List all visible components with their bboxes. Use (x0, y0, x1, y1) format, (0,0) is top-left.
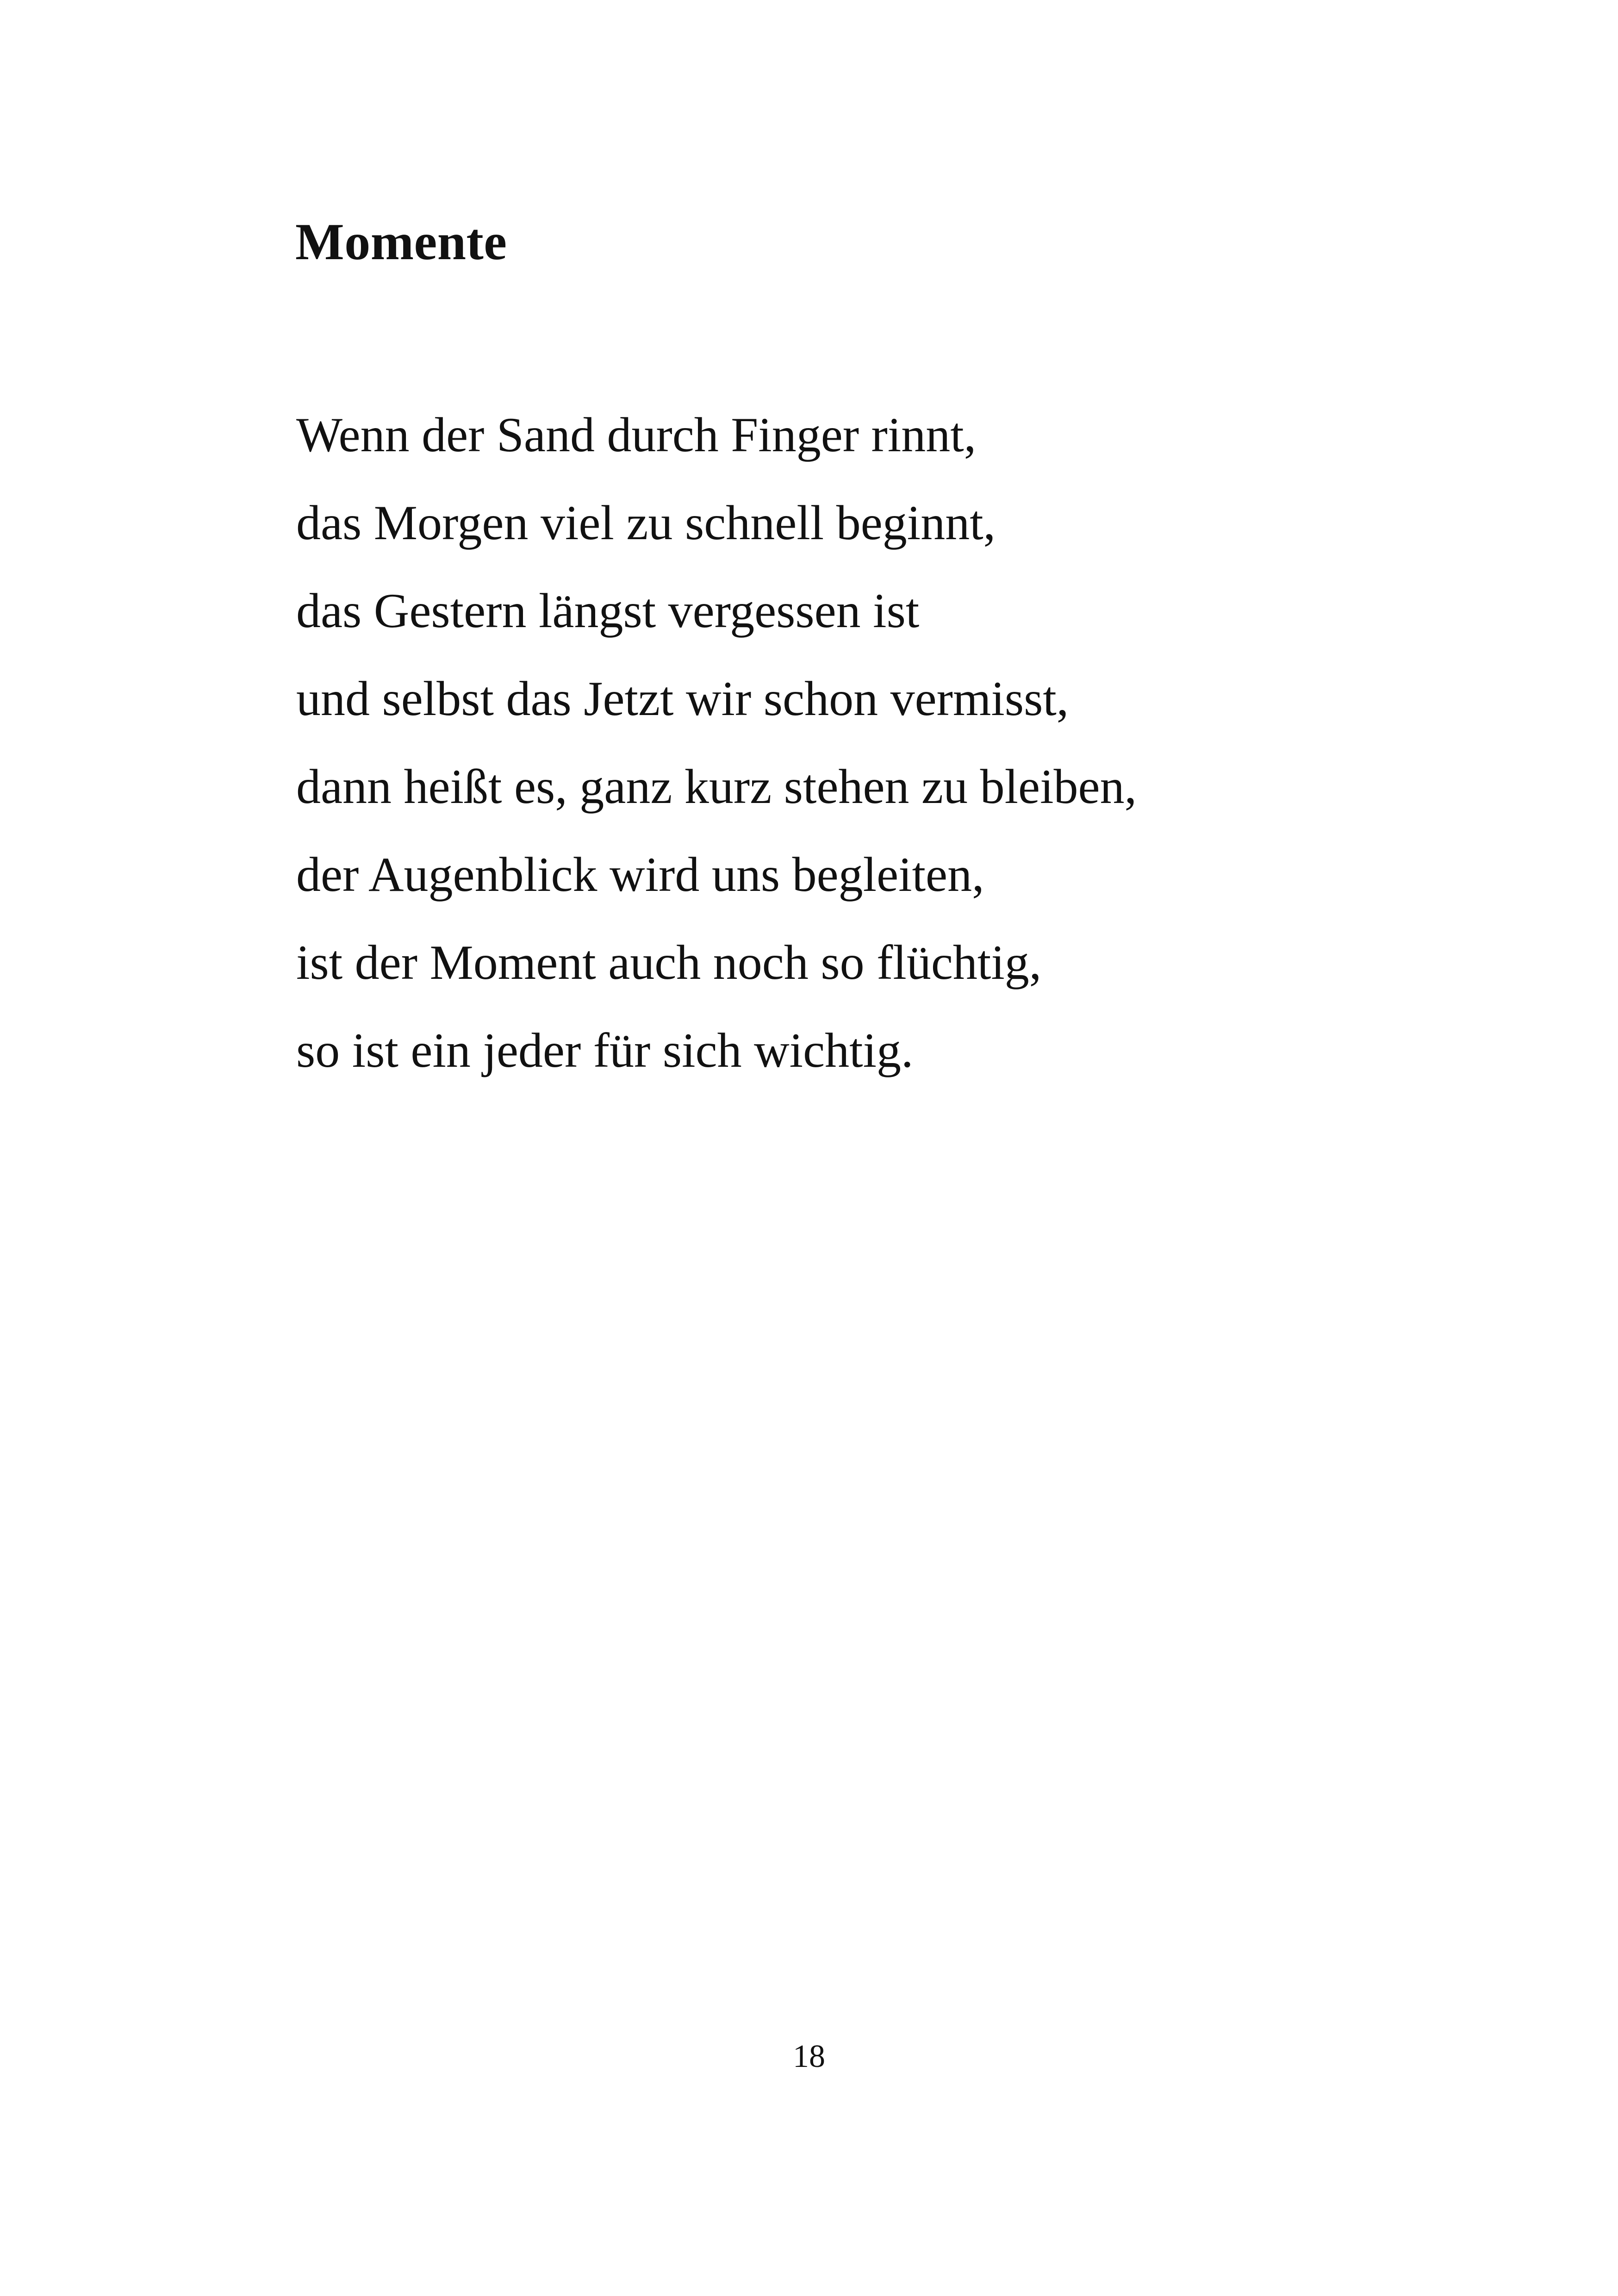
poem-line: Wenn der Sand durch Finger rinnt, (296, 408, 977, 462)
poem-line: der Augenblick wird uns begleiten, (296, 847, 984, 902)
poem-line: das Gestern längst vergessen ist (296, 584, 920, 638)
poem-line: ist der Moment auch noch so flüchtig, (296, 935, 1042, 989)
poem-line: so ist ein jeder für sich wichtig. (296, 1023, 914, 1077)
page-number: 18 (793, 2039, 825, 2074)
poem-title: Momente (295, 213, 507, 271)
poem-body (296, 391, 1137, 1095)
poem-line: das Morgen viel zu schnell beginnt, (296, 496, 996, 550)
poem-line: dann heißt es, ganz kurz stehen zu bleiben, (296, 759, 1137, 814)
poem-line: und selbst das Jetzt wir schon vermisst, (296, 672, 1069, 726)
